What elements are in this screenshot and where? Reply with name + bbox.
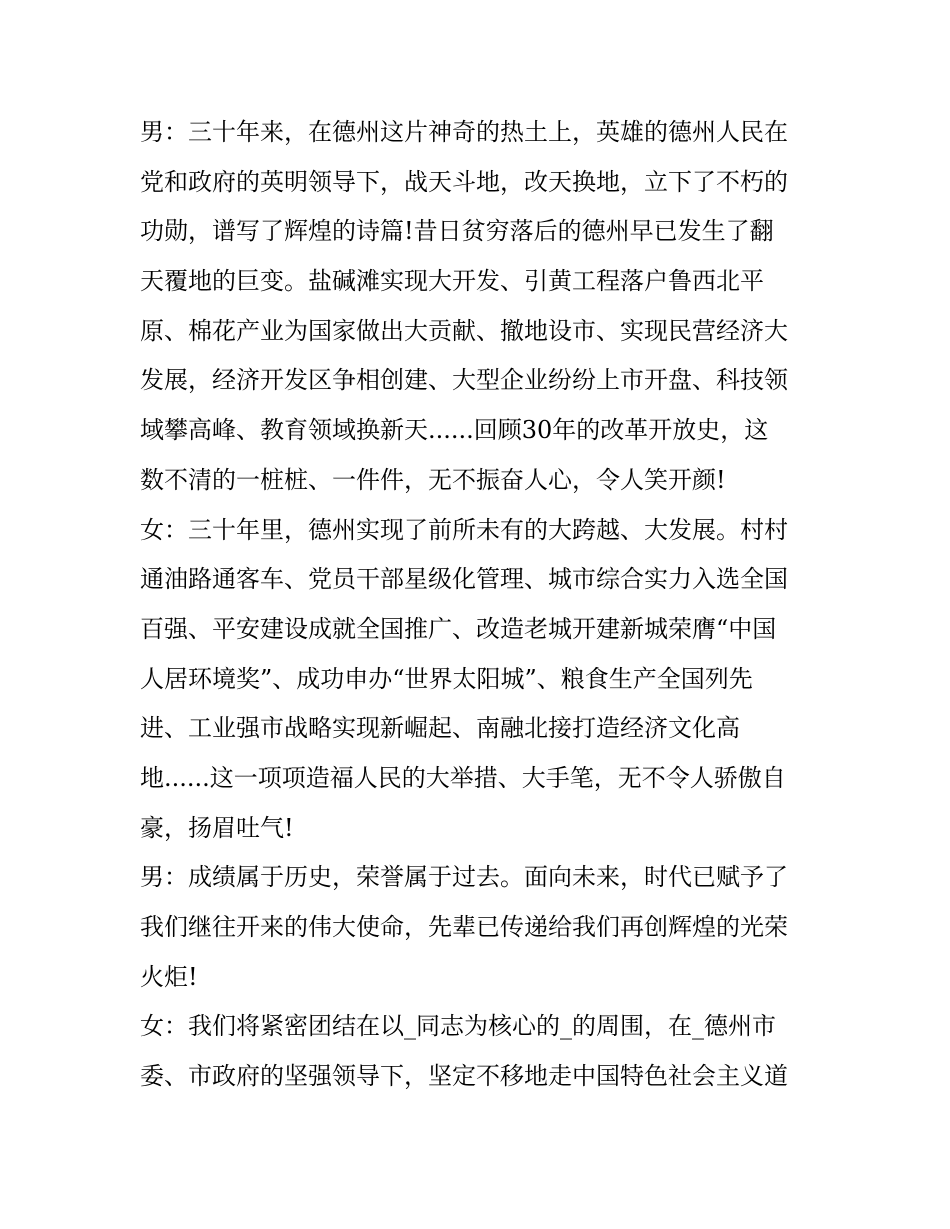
text-line: 原、棉花产业为国家做出大贡献、撤地设市、实现民营经济大 (140, 316, 788, 345)
text-line: 男：成绩属于历史，荣誉属于过去。面向未来，时代已赋予了 (140, 863, 788, 892)
text-line: 人居环境奖”、成功申办“世界太阳城”、粮食生产全国列先 (140, 664, 753, 693)
text-line: 域攀高峰、教育领域换新天......回顾30年的改革开放史，这 (140, 416, 769, 445)
text-line: 功勋，谱写了辉煌的诗篇!昔日贫穷落后的德州早已发生了翻 (140, 217, 774, 246)
text-line: 女：三十年里，德州实现了前所未有的大跨越、大发展。村村 (140, 515, 788, 544)
text-line: 男：三十年来，在德州这片神奇的热土上，英雄的德州人民在 (140, 118, 788, 146)
text-line: 党和政府的英明领导下，战天斗地，改天换地，立下了不朽的 (140, 167, 788, 196)
text-line: 发展，经济开发区争相创建、大型企业纷纷上市开盘、科技领 (140, 366, 788, 395)
text-line: 地......这一项项造福人民的大举措、大手笔，无不令人骄傲自 (140, 763, 786, 792)
text-line: 数不清的一桩桩、一件件，无不振奋人心，令人笑开颜! (140, 465, 726, 494)
text-line: 进、工业强市战略实现新崛起、南融北接打造经济文化高 (140, 714, 740, 743)
text-line: 百强、平安建设成就全国推广、改造老城开建新城荣膺“中国 (140, 614, 777, 643)
text-line: 委、市政府的坚强领导下，坚定不移地走中国特色社会主义道 (140, 1062, 788, 1091)
document-body (140, 108, 820, 1102)
text-line: 通油路通客车、党员干部星级化管理、城市综合实力入选全国 (140, 565, 788, 594)
text-line: 女：我们将紧密团结在以_同志为核心的_的周围，在_德州市 (140, 1012, 776, 1041)
text-line: 火炬! (140, 962, 198, 991)
text-line: 天覆地的巨变。盐碱滩实现大开发、引黄工程落户鲁西北平 (140, 267, 764, 296)
text-line: 豪，扬眉吐气! (140, 813, 294, 842)
text-line: 我们继往开来的伟大使命，先辈已传递给我们再创辉煌的光荣 (140, 913, 788, 941)
